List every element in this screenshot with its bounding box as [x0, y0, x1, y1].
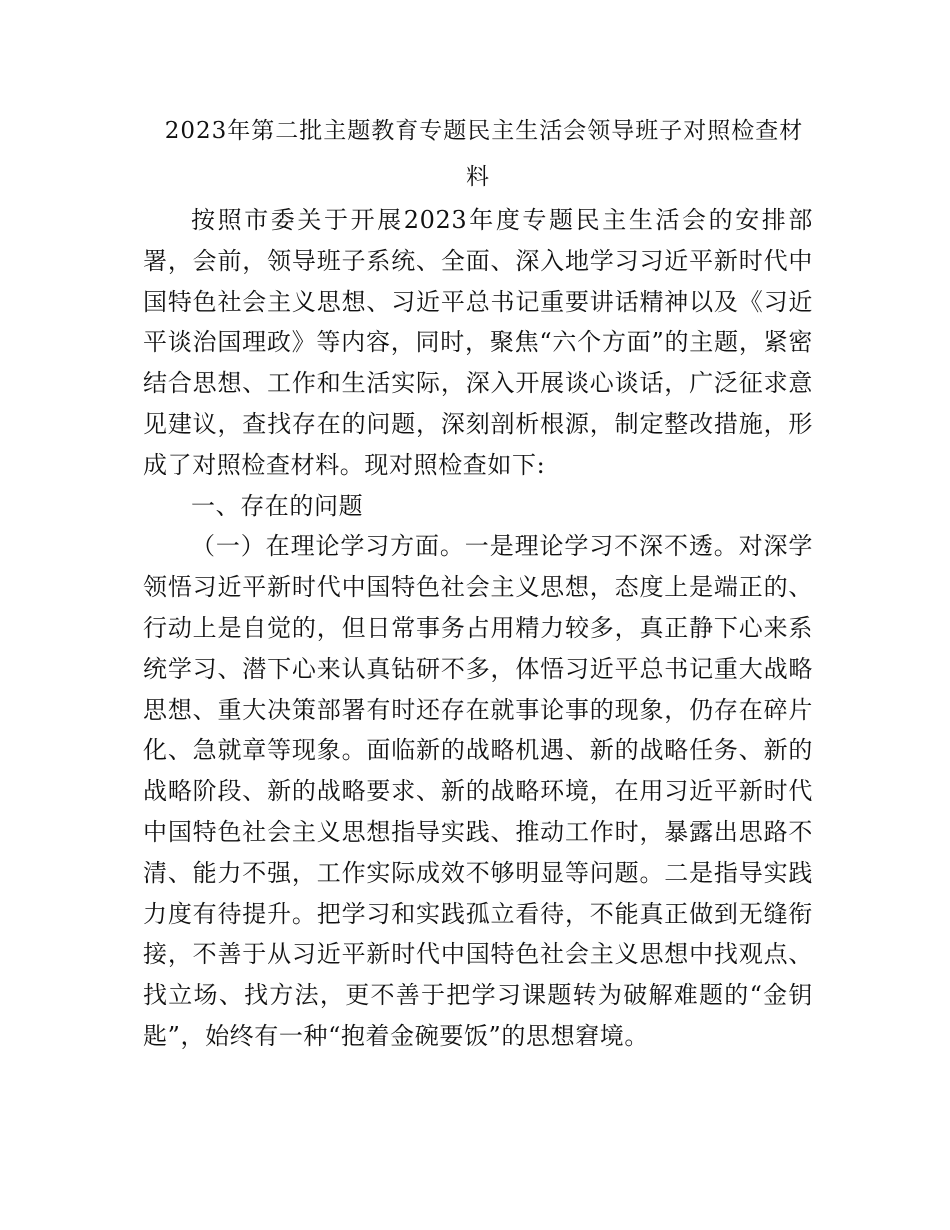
intro-paragraph: 按照市委关于开展2023年度专题民主生活会的安排部署，会前，领导班子系统、全面、深入地学习习近平新时代中国特色社会主义思想、习近平总书记重要讲话精神以及《习近平谈治国理政》等内容，同时，聚焦“六个方面”的主题，紧密结合思想、工作和生活实际，深入开展谈心谈话，广泛征求意见建议，查找存在的问题，深刻剖析根源，制定整改措施，形成了对照检查材料。现对照检查如下: [143, 206, 813, 479]
section-paragraph-theory-study: （一）在理论学习方面。一是理论学习不深不透。对深学领悟习近平新时代中国特色社会主义思想，态度上是端正的、行动上是自觉的，但日常事务占用精力较多，真正静下心来系统学习、潜下心来认真钻研不多，体悟习近平总书记重大战略思想、重大决策部署有时还存在就事论事的现象，仍存在碎片化、急就章等现象。面临新的战略机遇、新的战略任务、新的战略阶段、新的战略要求、新的战略环境，在用习近平新时代中国特色社会主义思想指导实践、推动工作时，暴露出思路不清、能力不强，工作实际成效不够明显等问题。二是指导实践力度有待提升。把学习和实践孤立看待，不能真正做到无缝衔接，不善于从习近平新时代中国特色社会主义思想中找观点、找立场、找方法，更不善于把学习课题转为破解难题的“金钥匙”，始终有一种“抱着金碗要饭”的思想窘境。 [143, 532, 813, 1050]
section-heading-problems: 一、存在的问题 [191, 491, 364, 520]
document-title: 2023年第二批主题教育专题民主生活会领导班子对照检查材料 [164, 118, 804, 190]
document-page [143, 108, 813, 1057]
